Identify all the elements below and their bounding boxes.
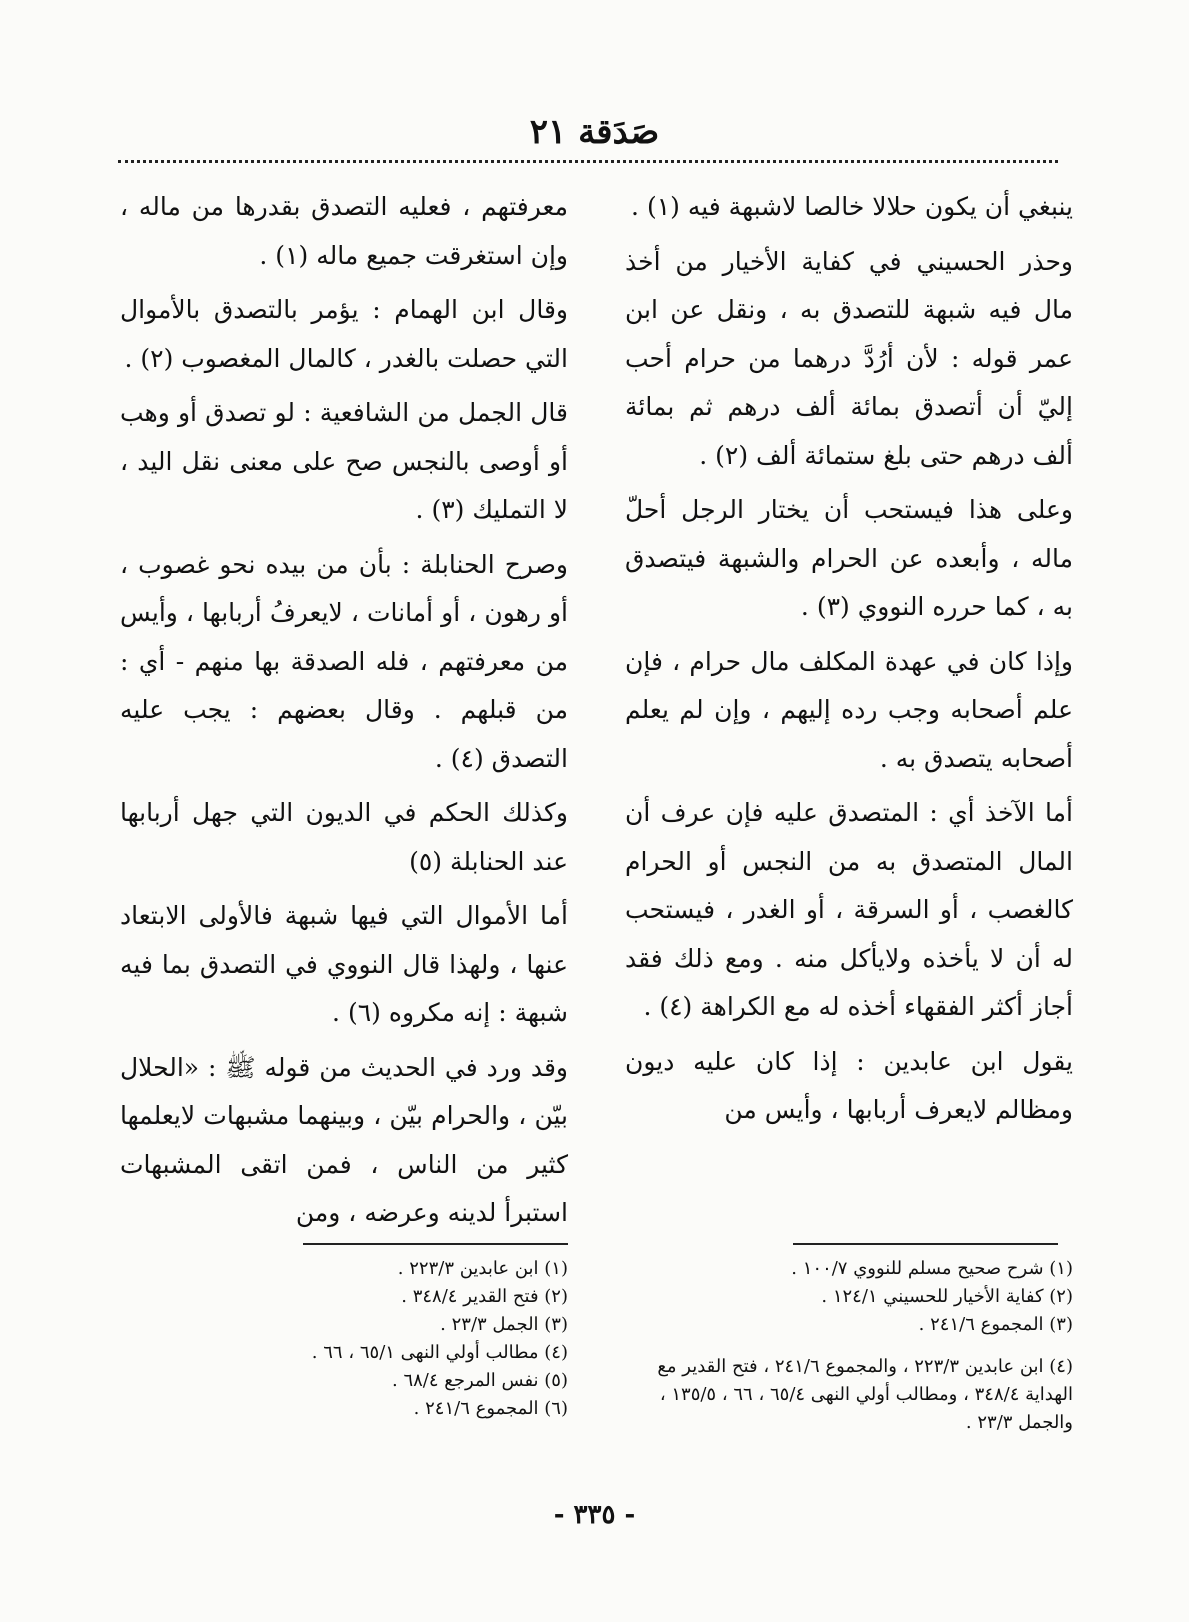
footnote: (٦) المجموع ٢٤١/٦ .: [413, 1398, 568, 1419]
paragraph: يقول ابن عابدين : إذا كان عليه ديون ومظالم لايعرف أربابها ، وأيس من: [625, 1046, 1073, 1124]
paragraph: وعلى هذا فيستحب أن يختار الرجل أحلّ ماله ، وأبعده عن الحرام والشبهة فيتصدق به ، كما حرره النووي (٣) .: [625, 495, 1073, 621]
paragraph: معرفتهم ، فعليه التصدق بقدرها من ماله ، وإن استغرقت جميع ماله (١) .: [120, 192, 568, 270]
header-dotted-rule: [118, 160, 1058, 163]
paragraph: وقال ابن الهمام : يؤمر بالتصدق بالأموال التي حصلت بالغدر ، كالمال المغصوب (٢) .: [120, 295, 568, 373]
page-number: - ٣٣٥ -: [553, 1500, 636, 1530]
paragraph: وإذا كان في عهدة المكلف مال حرام ، فإن علم أصحابه وجب رده إليهم ، وإن لم يعلم أصحابه يتصدق به .: [625, 646, 1073, 773]
paragraph: ينبغي أن يكون حلالا خالصا لاشبهة فيه (١) .: [631, 192, 1073, 221]
paragraph: وصرح الحنابلة : بأن من بيده نحو غصوب ، أو رهون ، أو أمانات ، لايعرفُ أربابها ، وأيس من معرفتهم ، فله الصدقة بها منهم - أي : من قبلهم . وقال بعضهم : يجب عليه التصدق (٤) .: [120, 549, 568, 773]
right-footnotes: [625, 1255, 1073, 1437]
footnote: (٤) ابن عابدين ٢٢٣/٣ ، والمجموع ٢٤١/٦ ، فتح القدير مع الهداية ٣٤٨/٤ ، ومطالب أولي النهى ٦٥/٤ ، ٦٦ ، ١٣٥/٥ ، والجمل ٢٣/٣ .: [657, 1356, 1073, 1433]
paragraph: وكذلك الحكم في الديون التي جهل أربابها عند الحنابلة (٥): [120, 798, 568, 876]
footnote: (٢) كفاية الأخيار للحسيني ١٢٤/١ .: [821, 1286, 1073, 1307]
paragraph: وحذر الحسيني في كفاية الأخيار من أخذ مال فيه شبهة للتصدق به ، ونقل عن ابن عمر قوله : لأن أرُدَّ درهما من حرام أحب إليّ أن أتصدق بمائة ألف درهم ثم بمائة ألف درهم حتى بلغ ستمائة ألف (٢) .: [625, 246, 1073, 470]
page-header-title: صَدَقة ٢١: [529, 112, 660, 152]
left-footnotes: [120, 1255, 568, 1423]
footnote: (٢) فتح القدير ٣٤٨/٤ .: [401, 1286, 568, 1307]
left-column: [120, 183, 568, 1244]
footnote: (٥) نفس المرجع ٦٨/٤ .: [391, 1370, 568, 1391]
footnote: (١) شرح صحيح مسلم للنووي ١٠٠/٧ .: [791, 1258, 1073, 1279]
footnote: (٤) مطالب أولي النهى ٦٥/١ ، ٦٦ .: [311, 1342, 568, 1363]
paragraph: قال الجمل من الشافعية : لو تصدق أو وهب أو أوصى بالنجس صح على معنى نقل اليد ، لا التمليك (٣) .: [120, 398, 568, 524]
right-column: [625, 183, 1073, 1141]
footnote: (٣) المجموع ٢٤١/٦ .: [918, 1314, 1073, 1335]
footnote: (١) ابن عابدين ٢٢٣/٣ .: [397, 1258, 568, 1279]
paragraph: وقد ورد في الحديث من قوله ﷺ : «الحلال بيّن ، والحرام بيّن ، وبينهما مشبهات لايعلمها كثير من الناس ، فمن اتقى المشبهات استبرأ لدينه وعرضه ، ومن: [120, 1052, 568, 1227]
paragraph: أما الأموال التي فيها شبهة فالأولى الابتعاد عنها ، ولهذا قال النووي في التصدق بما فيه شبهة : إنه مكروه (٦) .: [120, 901, 568, 1027]
footnote-separator-left: [303, 1243, 568, 1245]
footnote-separator-right: [793, 1243, 1058, 1245]
paragraph: أما الآخذ أي : المتصدق عليه فإن عرف أن المال المتصدق به من النجس أو الحرام كالغصب ، أو السرقة ، أو الغدر ، فيستحب له أن لا يأخذه ولايأكل منه . ومع ذلك فقد أجاز أكثر الفقهاء أخذه له مع الكراهة (٤) .: [625, 798, 1073, 1021]
footnote: (٣) الجمل ٢٣/٣ .: [440, 1314, 568, 1335]
